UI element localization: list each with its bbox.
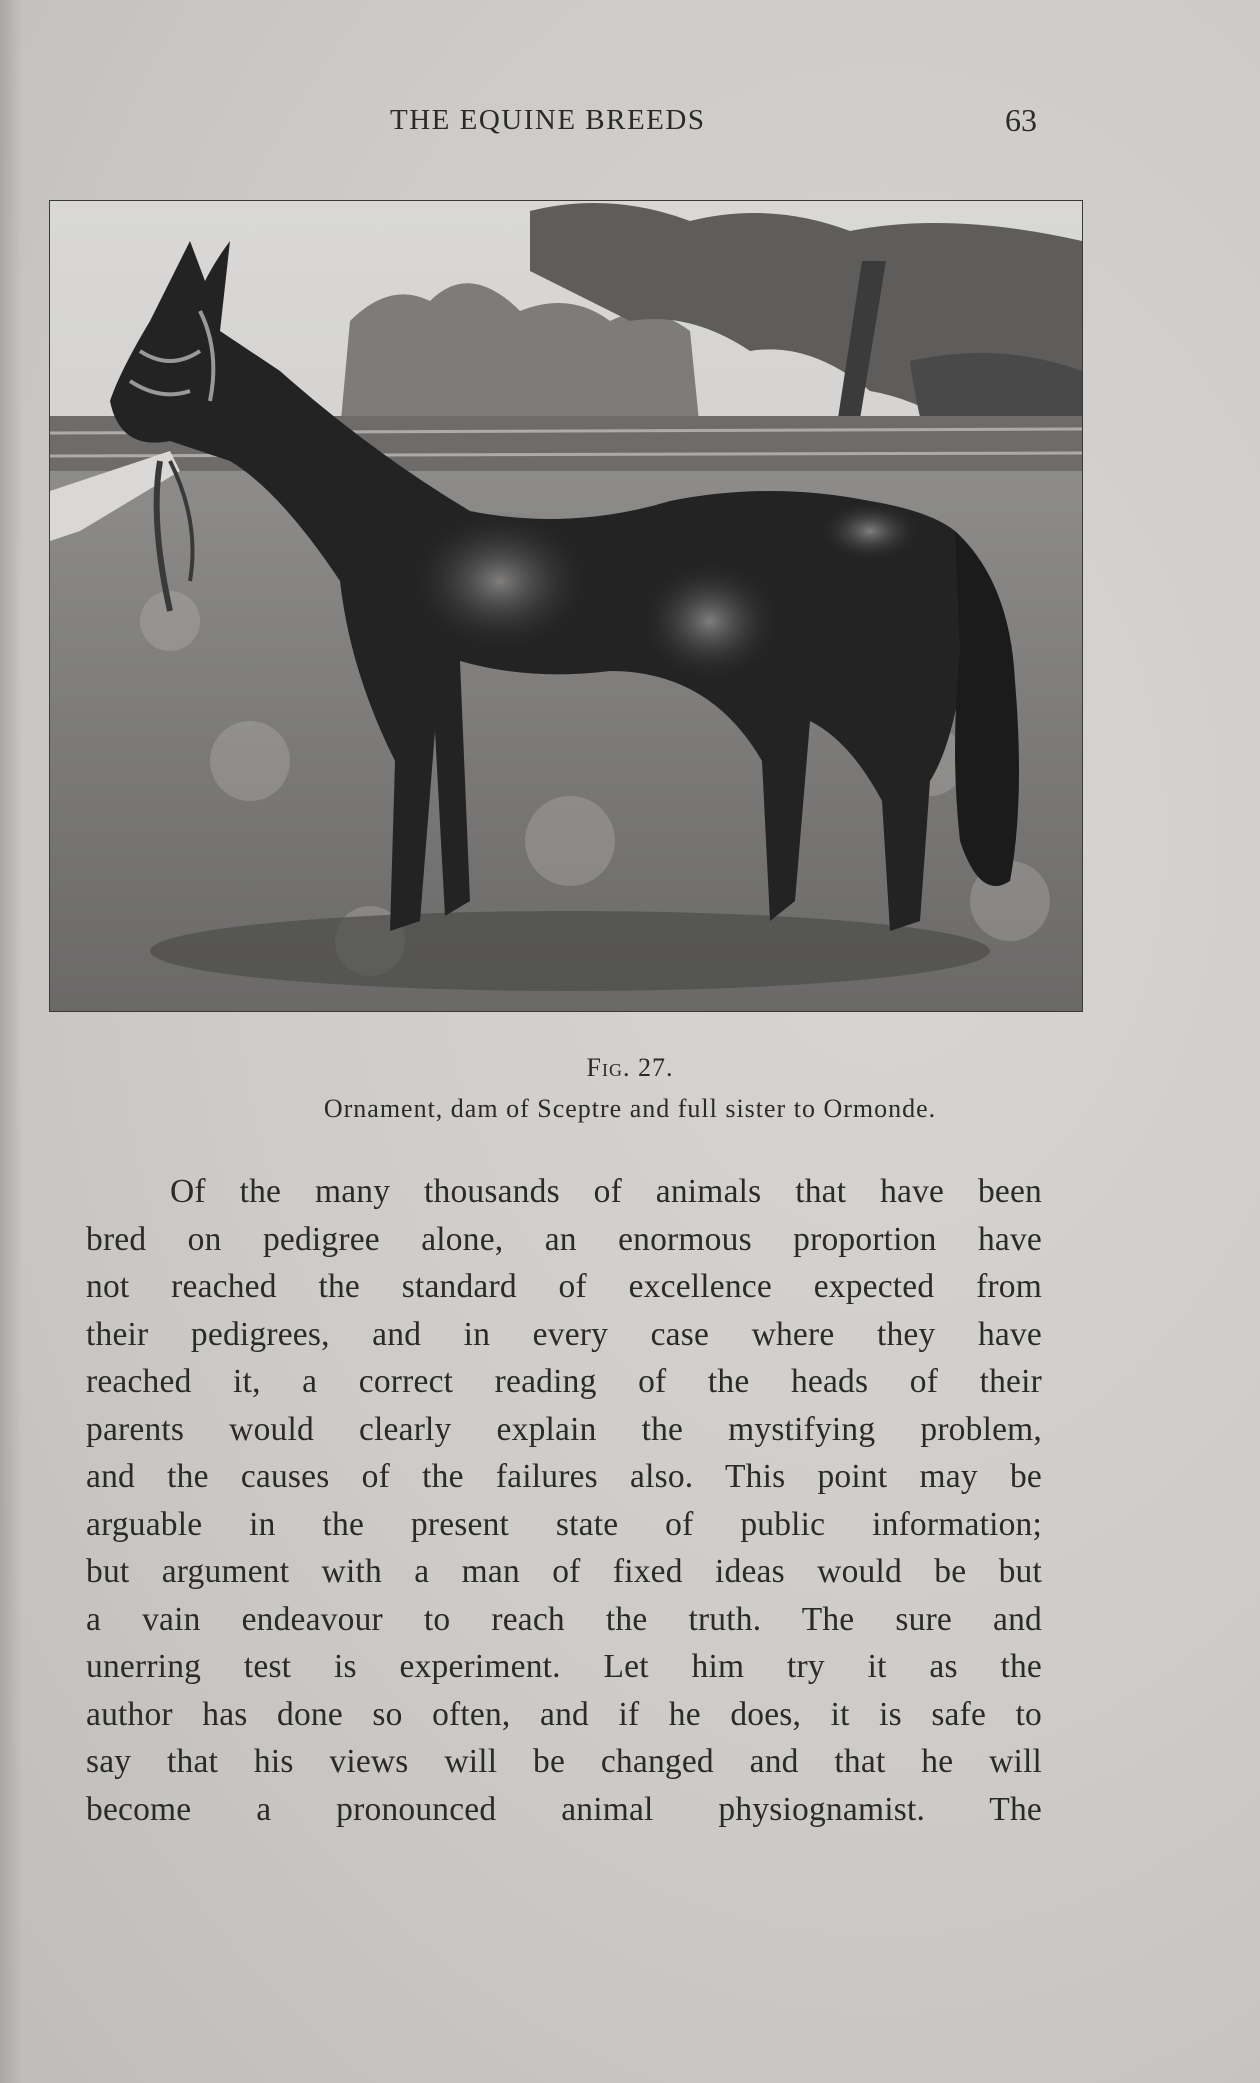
text-line: author has done so often, and if he does, it is safe to xyxy=(86,1695,1042,1733)
text-line: bred on pedigree alone, an enormous proportion have xyxy=(86,1220,1042,1258)
text-line: arguable in the present state of public information; xyxy=(86,1505,1042,1543)
running-head: THE EQUINE BREEDS xyxy=(390,104,706,136)
text-line: but argument with a man of fixed ideas would be but xyxy=(86,1553,1042,1590)
text-line: and the causes of the failures also. This point may be xyxy=(86,1458,1042,1495)
text-line: a vain endeavour to reach the truth. The sure and xyxy=(86,1600,1042,1638)
text-line: become a pronounced animal physiognamist. The xyxy=(86,1790,1042,1828)
text-line: say that his views will be changed and that he will xyxy=(86,1743,1042,1780)
page-gutter-shadow xyxy=(0,0,22,2083)
text-line: parents would clearly explain the mystifying problem, xyxy=(86,1410,1042,1448)
figure-label-text: Fig. 27. xyxy=(586,1053,674,1082)
text-line: reached it, a correct reading of the heads of their xyxy=(86,1363,1042,1400)
body-paragraph xyxy=(86,1168,1042,1833)
figure-photograph xyxy=(49,200,1083,1012)
page-number: 63 xyxy=(1005,102,1037,138)
text-line: Of the many thousands of animals that have been xyxy=(170,1173,1042,1210)
text-line: their pedigrees, and in every case where they have xyxy=(86,1315,1042,1353)
text-line: unerring test is experiment. Let him try it as the xyxy=(86,1648,1042,1685)
figure-caption: Ornament, dam of Sceptre and full sister to Ormonde. xyxy=(323,1094,937,1123)
text-line: not reached the standard of excellence expected from xyxy=(86,1268,1042,1305)
figure-label xyxy=(0,1053,1260,1083)
